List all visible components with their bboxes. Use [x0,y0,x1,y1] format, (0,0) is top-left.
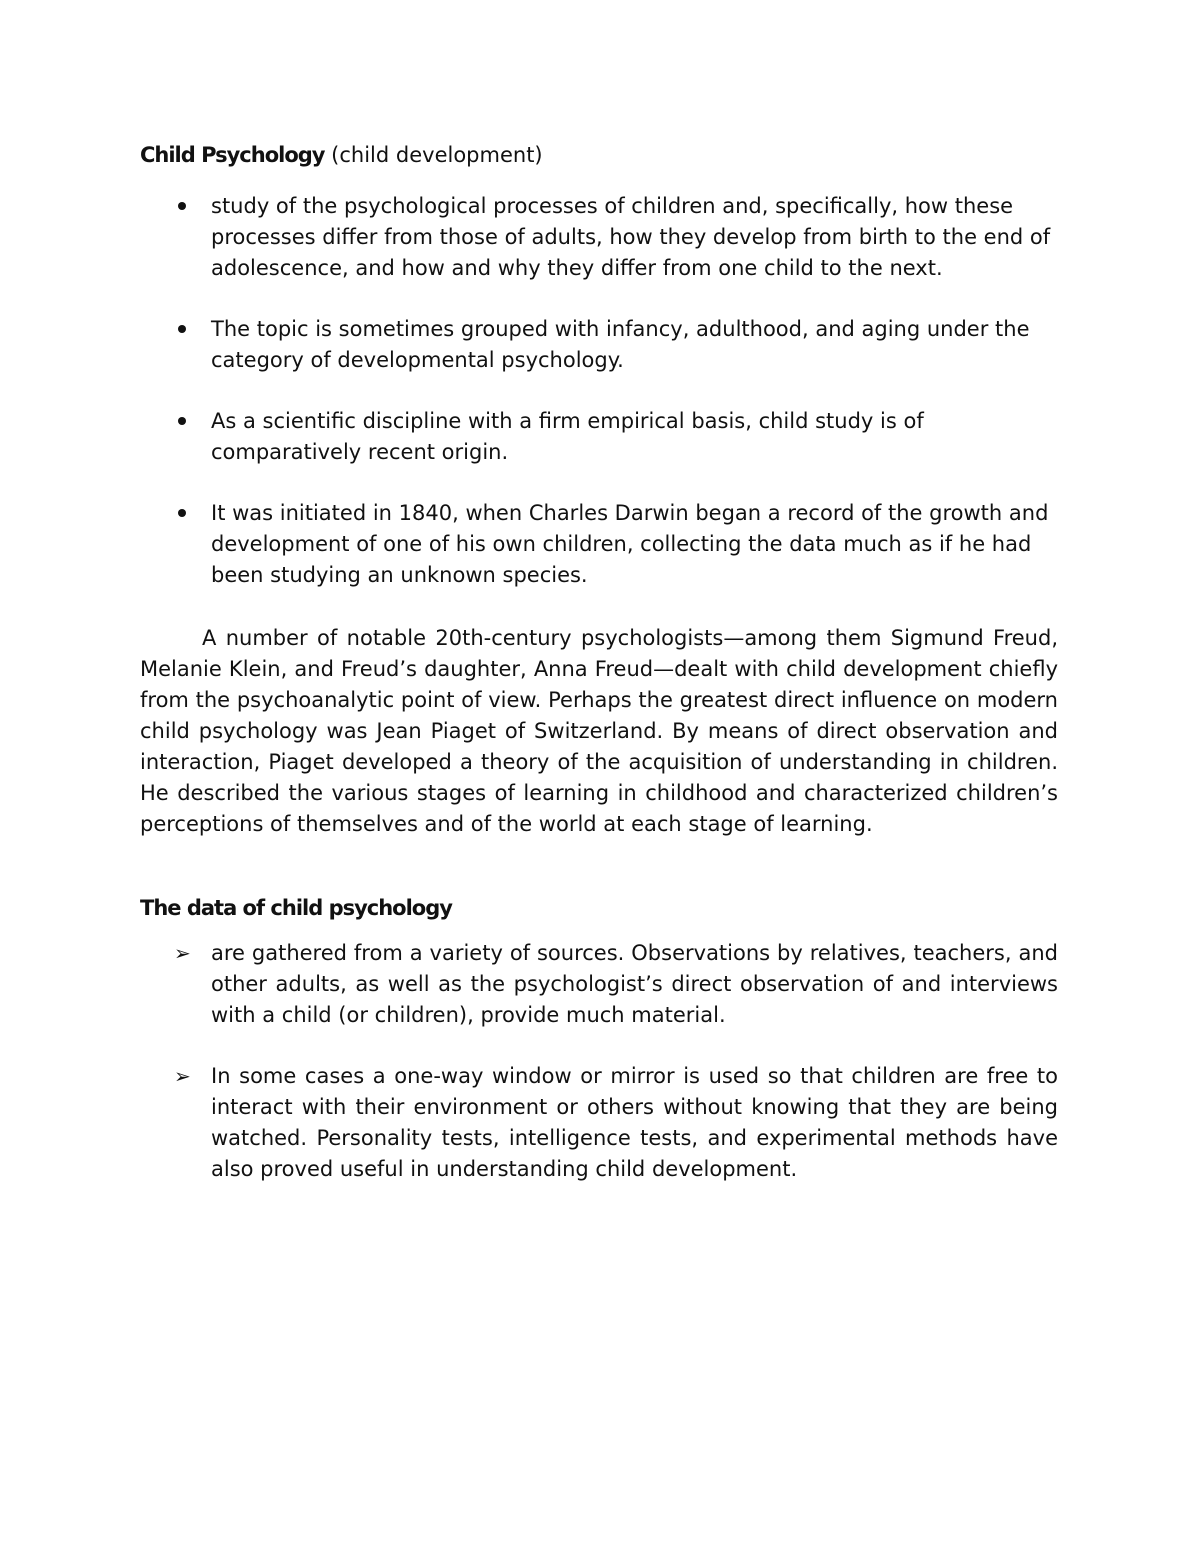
bullet-dot-icon [174,406,190,437]
arrow-bullet-icon: ➢ [174,941,191,965]
body-paragraph: A number of notable 20th-century psychologists—among them Sigmund Freud, Melanie Klein, and Freud’s daughter, Anna Freud—dealt with child development chiefly from the psychoanalytic point of view. Perhaps the greatest direct influence on modern child psychology was Jean Piaget of Switzerland. By means of direct observation and interaction, Piaget developed a theory of the acquisition of understanding in children. He described the various stages of learning in childhood and characterized children’s perceptions of themselves and of the world at each stage of learning. [140,626,1058,836]
list-item [140,314,1058,376]
arrow-bullet-icon: ➢ [174,1064,191,1088]
list-item-text: are gathered from a variety of sources. Observations by relatives, teachers, and other adults, as well as the psychologist’s direct observation of and interviews with a child (or children), provide much material. [211,941,1058,1027]
list-item [140,498,1058,591]
list-item-text: It was initiated in 1840, when Charles Darwin began a record of the growth and development of one of his own children, collecting the data much as if he had been studying an unknown species. [211,501,1049,587]
list-item-text: As a scientific discipline with a firm empirical basis, child study is of comparatively recent origin. [211,409,924,464]
arrow-list [140,938,1058,1185]
list-item [140,1061,1058,1185]
list-item [140,406,1058,468]
page-title [140,140,1058,171]
bullet-dot-icon [174,191,190,222]
list-item [140,938,1058,1031]
title-subtitle: (child development) [331,143,543,167]
section-heading: The data of child psychology [140,896,452,920]
list-item-text: study of the psychological processes of children and, specifically, how these processes differ from those of adults, how they develop from birth to the end of adolescence, and how and why they differ from one child to the next. [211,194,1051,280]
list-item [140,191,1058,284]
list-item-text: The topic is sometimes grouped with infancy, adulthood, and aging under the category of developmental psychology. [211,317,1030,372]
document-content [140,140,1058,1215]
list-item-text: In some cases a one-way window or mirror is used so that children are free to interact with their environment or others without knowing that they are being watched. Personality tests, intelligence tests, and experimental methods have also proved useful in understanding child development. [211,1064,1058,1181]
bullet-dot-icon [174,498,190,529]
bullet-dot-icon [174,314,190,345]
title-bold: Child Psychology [140,143,325,167]
bullet-list [140,191,1058,591]
